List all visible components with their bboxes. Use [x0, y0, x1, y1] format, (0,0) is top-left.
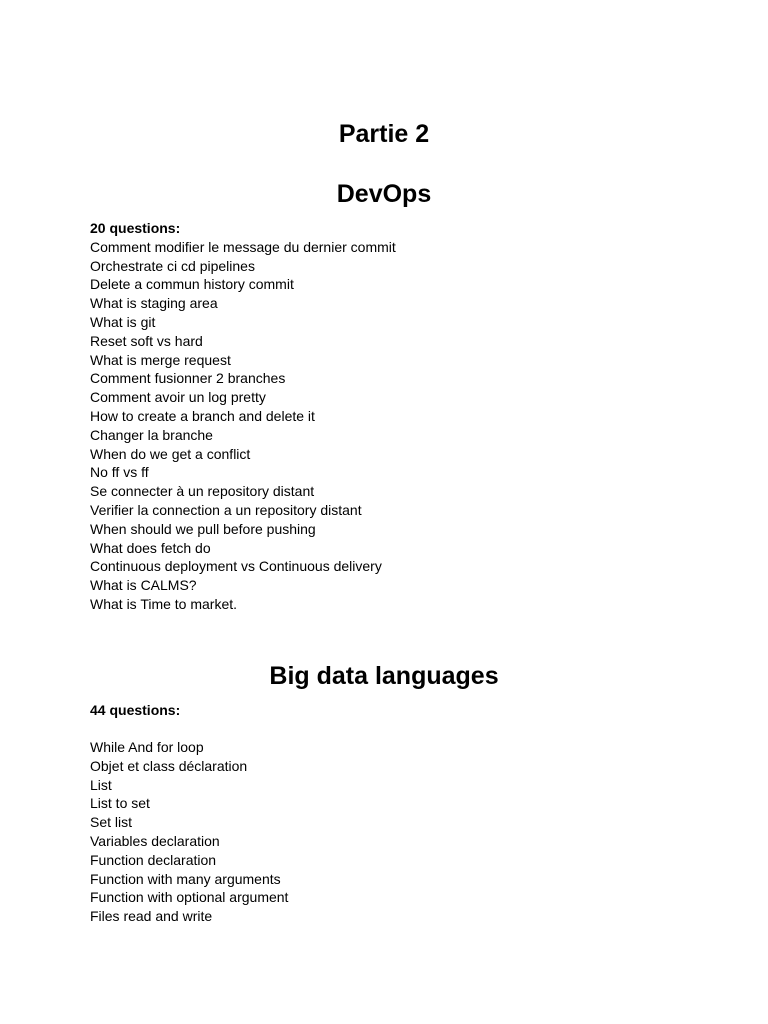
question-item: Orchestrate ci cd pipelines	[90, 257, 255, 274]
question-item: Verifier la connection a un repository distant	[90, 501, 362, 518]
question-item: When do we get a conflict	[90, 445, 251, 462]
question-item: List	[90, 776, 112, 793]
question-item: What is CALMS?	[90, 577, 197, 594]
question-item: No ff vs ff	[90, 464, 149, 481]
devops-question-count: 20 questions:	[90, 220, 181, 236]
question-item: Files read and write	[90, 908, 213, 925]
question-item: When should we pull before pushing	[90, 520, 316, 537]
question-item: What is staging area	[90, 295, 218, 312]
question-item: Delete a commun history commit	[90, 276, 294, 293]
question-item: Function with many arguments	[90, 870, 281, 887]
question-item: Comment modifier le message du dernier commit	[90, 238, 396, 255]
question-item: Se connecter à un repository distant	[90, 483, 315, 500]
devops-question-block	[90, 219, 690, 614]
question-item: What is Time to market.	[90, 595, 238, 612]
question-item: Comment avoir un log pretty	[90, 389, 266, 406]
question-item: Continuous deployment vs Continuous delivery	[90, 558, 382, 575]
question-item: What is git	[90, 313, 156, 330]
question-item: Variables declaration	[90, 832, 220, 849]
question-item: Function with optional argument	[90, 889, 289, 906]
question-item: What does fetch do	[90, 539, 211, 556]
big-data-question-count: 44 questions:	[90, 702, 181, 718]
big-data-question-block	[90, 738, 690, 926]
section-title-devops: DevOps	[336, 180, 432, 208]
part-title: Partie 2	[338, 120, 430, 148]
question-item: How to create a branch and delete it	[90, 407, 315, 424]
big-data-question-list	[90, 738, 690, 926]
devops-question-list	[90, 238, 690, 614]
question-item: Reset soft vs hard	[90, 332, 203, 349]
question-item: What is merge request	[90, 351, 231, 368]
question-item: Set list	[90, 814, 133, 831]
question-item: List to set	[90, 795, 150, 812]
question-item: Function declaration	[90, 851, 217, 868]
question-item: Changer la branche	[90, 426, 213, 443]
question-item: While And for loop	[90, 739, 204, 755]
question-item: Comment fusionner 2 branches	[90, 370, 286, 387]
section-title-big-data: Big data languages	[269, 662, 499, 690]
question-item: Objet et class déclaration	[90, 757, 248, 774]
